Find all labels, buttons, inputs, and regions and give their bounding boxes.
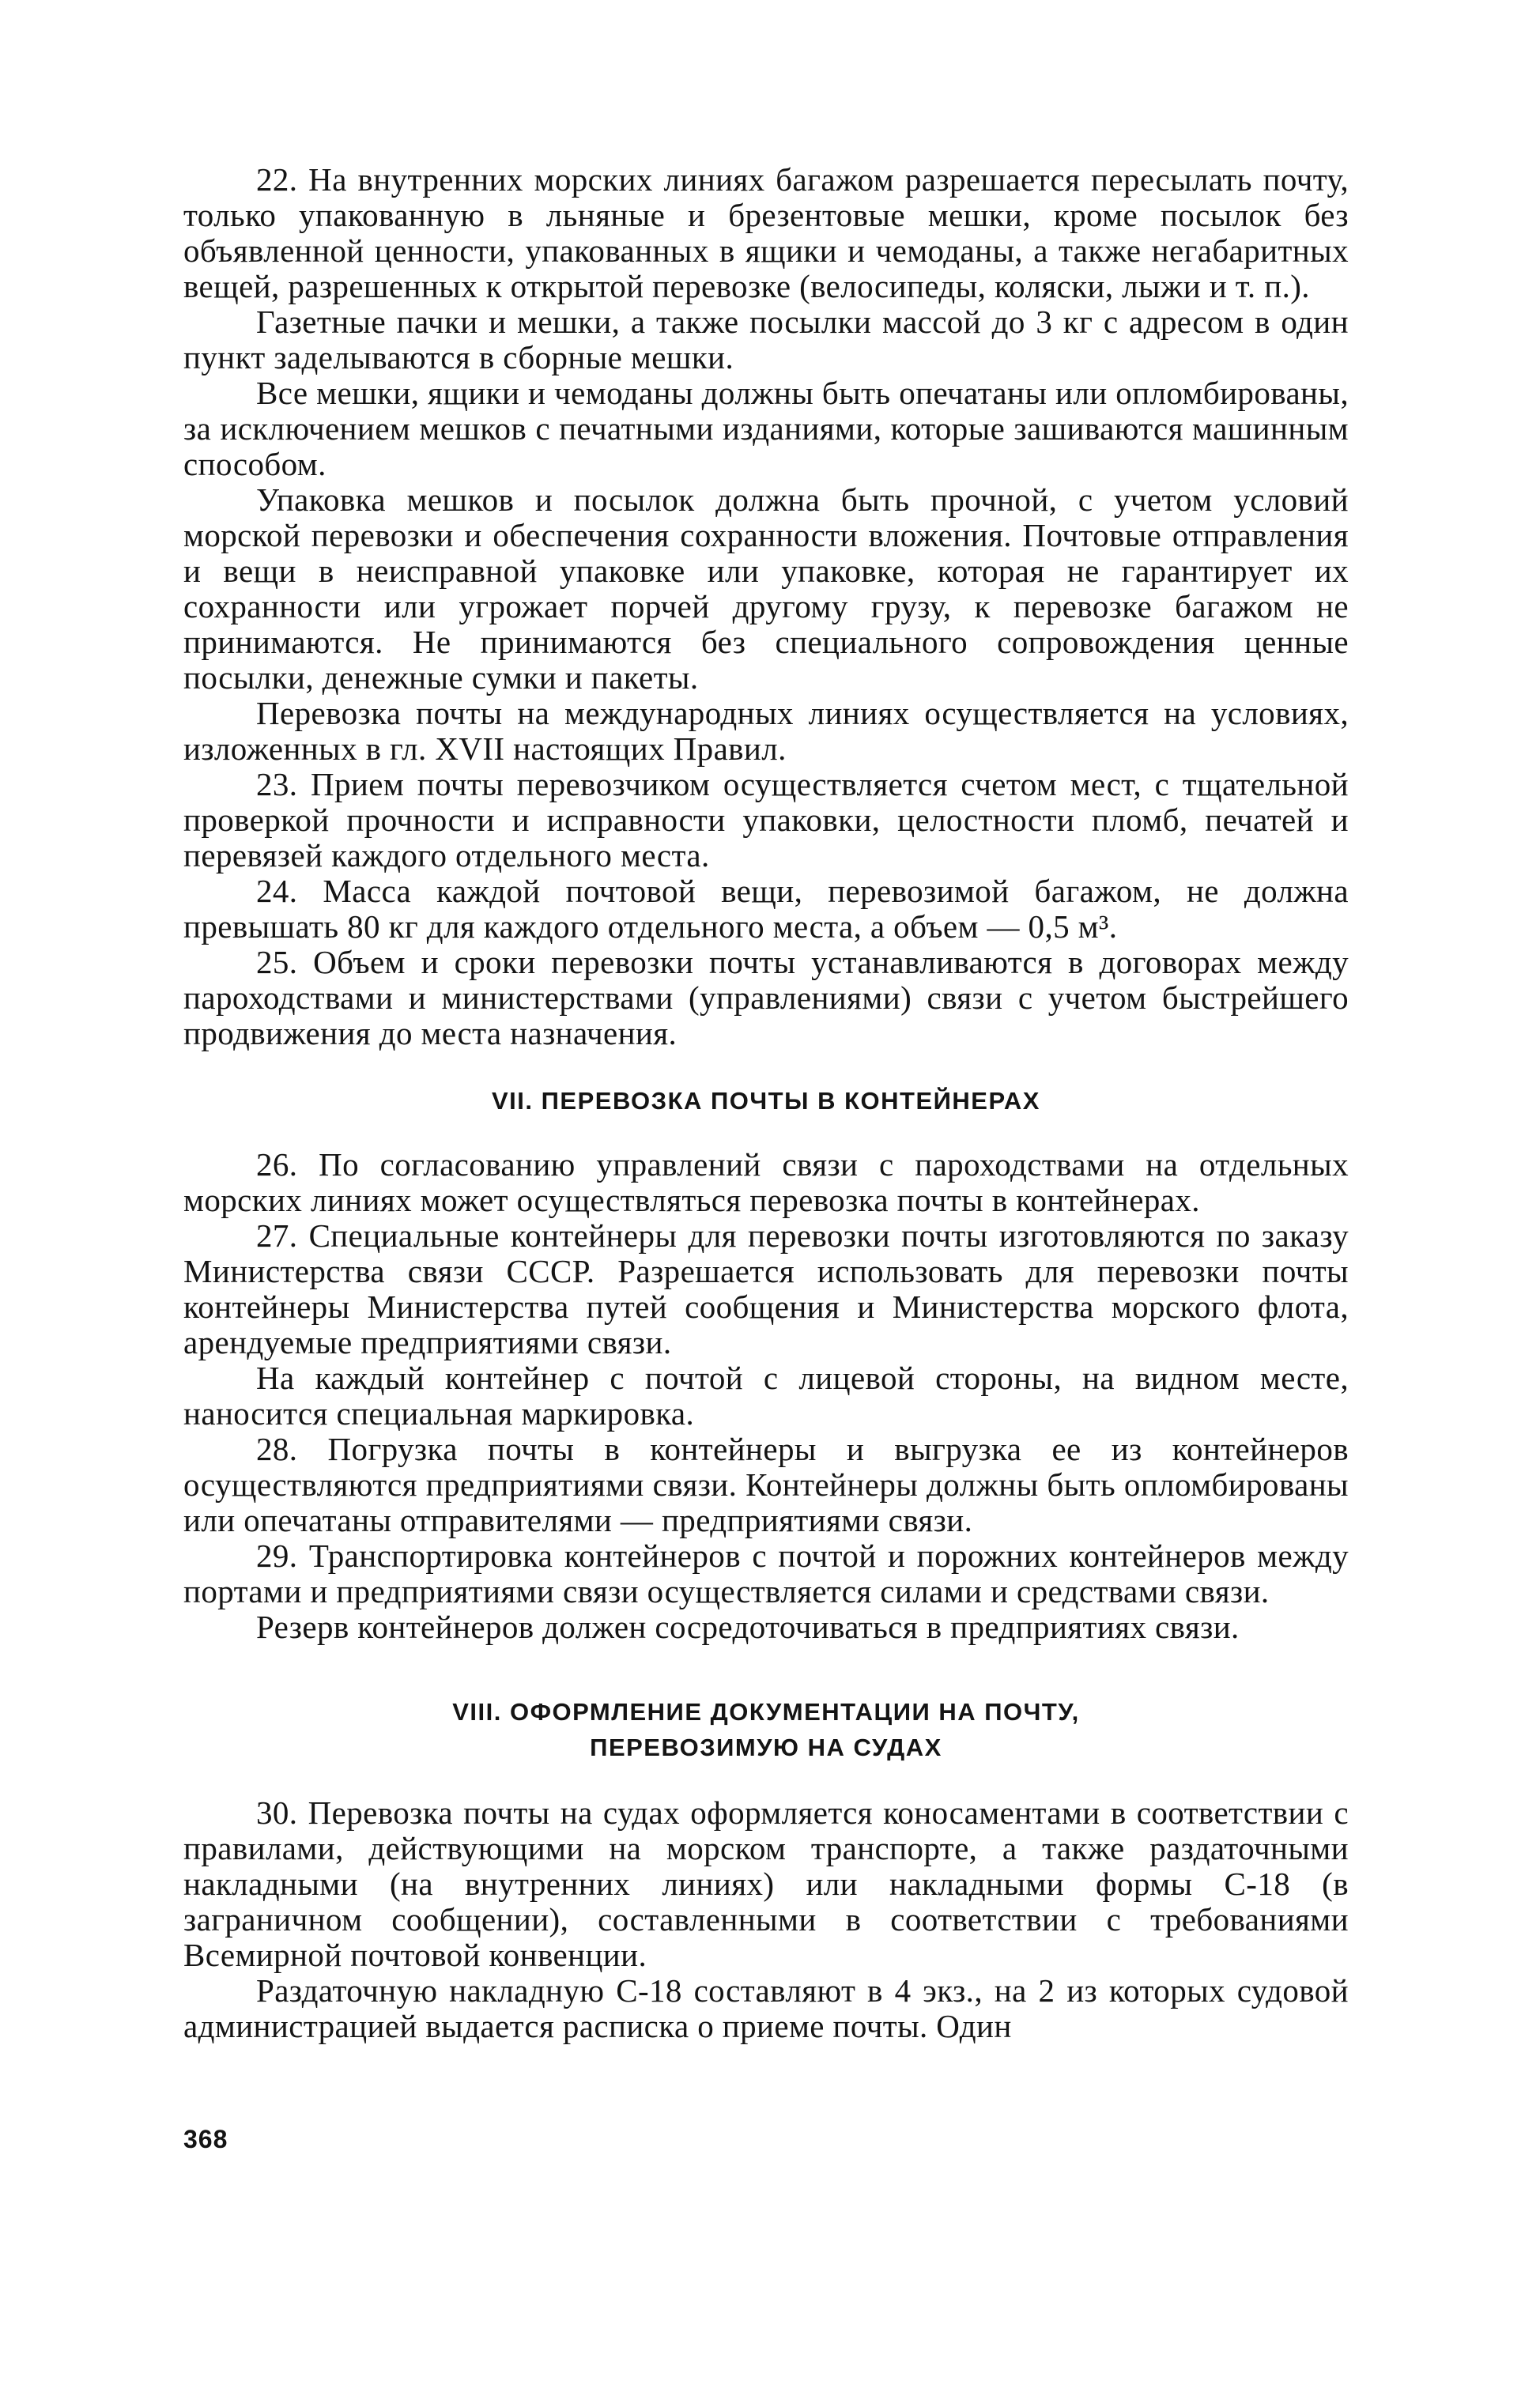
paragraph-28: 28. Погрузка почты в контейнеры и выгрузка ее из контейнеров осуществляются предприятиями связи. Контейнеры должны быть опломбированы или опечатаны отправителями — предприятиями связи.: [183, 1431, 1349, 1538]
section-8-heading-line-2: ПЕРЕВОЗИМУЮ НА СУДАХ: [590, 1734, 942, 1761]
paragraph-marking: На каждый контейнер с почтой с лицевой стороны, на видном месте, наносится специальная маркировка.: [183, 1360, 1349, 1432]
paragraph-30: 30. Перевозка почты на судах оформляется коносаментами в соответствии с правилами, действующими на морском транспорте, а также раздаточными накладными (на внутренних линиях) или накладными формы С-18 (в заграничном сообщении), составленными в соответствии с требованиями Всемирной почтовой конвенции.: [183, 1794, 1349, 1973]
paragraph-23: 23. Прием почты перевозчиком осуществляется счетом мест, с тщательной проверкой прочности и исправности упаковки, целостности пломб, печатей и перевязей каждого отдельного места.: [183, 766, 1349, 874]
paragraph-sealing: Все мешки, ящики и чемоданы должны быть опечатаны или опломбированы, за исключением мешков с печатными изданиями, которые зашиваются машинным способом.: [183, 375, 1349, 482]
paragraph-24: 24. Масса каждой почтовой вещи, перевозимой багажом, не должна превышать 80 кг для каждого отдельного места, а объем — 0,5 м³.: [183, 873, 1349, 945]
paragraph-29: 29. Транспортировка контейнеров с почтой и порожних контейнеров между портами и предприятиями связи осуществляется силами и средствами связи.: [183, 1538, 1349, 1609]
paragraph-international: Перевозка почты на международных линиях осуществляется на условиях, изложенных в гл. XVII настоящих Правил.: [183, 695, 1349, 767]
paragraph-26: 26. По согласованию управлений связи с пароходствами на отдельных морских линиях может осуществляться перевозка почты в контейнерах.: [183, 1146, 1349, 1218]
paragraph-packaging: Упаковка мешков и посылок должна быть прочной, с учетом условий морской перевозки и обеспечения сохранности вложения. Почтовые отправления и вещи в неисправной упаковке или упаковке, которая не гарантирует их сохранности или угрожает порчей другому грузу, к перевозке багажом не принимаются. Не принимаются без специального сопровождения ценные посылки, денежные сумки и пакеты.: [183, 481, 1349, 696]
paragraph-newspapers: Газетные пачки и мешки, а также посылки массой до 3 кг с адресом в один пункт заделываются в сборные мешки.: [183, 304, 1349, 375]
section-7-heading: VII. ПЕРЕВОЗКА ПОЧТЫ В КОНТЕЙНЕРАХ: [492, 1087, 1040, 1115]
section-8-heading: [183, 1694, 1349, 1765]
paragraph-reserve: Резерв контейнеров должен сосредоточиваться в предприятиях связи.: [256, 1609, 1240, 1645]
page-number: 368: [183, 2125, 228, 2153]
paragraph-27: 27. Специальные контейнеры для перевозки почты изготовляются по заказу Министерства связи СССР. Разрешается использовать для перевозки почты контейнеры Министерства путей сообщения и Министерства морского флота, арендуемые предприятиями связи.: [183, 1217, 1349, 1360]
document-page: [183, 162, 1349, 2044]
paragraph-c18: Раздаточную накладную С-18 составляют в 4 экз., на 2 из которых судовой администрацией выдается расписка о приеме почты. Один: [183, 1972, 1349, 2044]
paragraph-25: 25. Объем и сроки перевозки почты устанавливаются в договорах между пароходствами и министерствами (управлениями) связи с учетом быстрейшего продвижения до места назначения.: [183, 944, 1349, 1051]
paragraph-22: 22. На внутренних морских линиях багажом разрешается пересылать почту, только упакованную в льняные и брезентовые мешки, кроме посылок без объявленной ценности, упакованных в ящики и чемоданы, а также негабаритных вещей, разрешенных к открытой перевозке (велосипеды, коляски, лыжи и т. п.).: [183, 161, 1349, 304]
section-8-heading-line-1: VIII. ОФОРМЛЕНИЕ ДОКУМЕНТАЦИИ НА ПОЧТУ,: [452, 1698, 1080, 1726]
